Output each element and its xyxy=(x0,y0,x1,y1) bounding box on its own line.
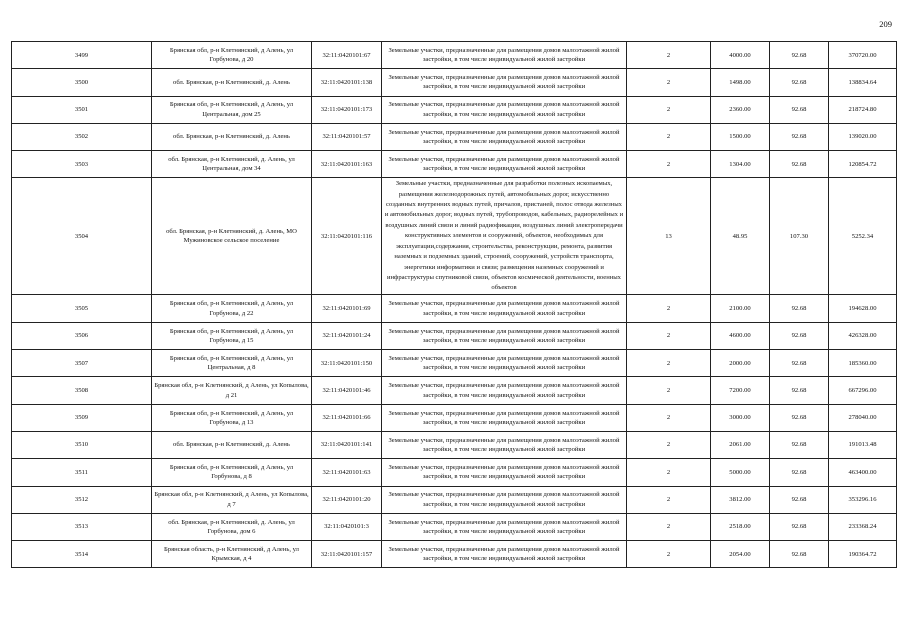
cell-use-group-code: 2 xyxy=(627,96,711,123)
cell-address: Брянская обл, р-н Клетнянский, д Алень, ул Горбунова, д 15 xyxy=(152,322,312,349)
cell-record-number: 3513 xyxy=(12,513,152,540)
cell-use-group-code: 2 xyxy=(627,486,711,513)
cell-use-group-code: 2 xyxy=(627,431,711,458)
cell-address: обл. Брянская, р-н Клетнянский, д. Алень xyxy=(152,69,312,96)
cell-address: Брянская обл, р-н Клетнянский, д Алень, ул Копылова, д 21 xyxy=(152,377,312,404)
table-row xyxy=(12,350,897,377)
cell-land-use: Земельные участки, предназначенные для размещения домов малоэтажной жилой застройки, в том числе индивидуальной жилой застройки xyxy=(382,377,627,404)
cell-record-number: 3503 xyxy=(12,151,152,178)
cell-cadastral-value: 191013.48 xyxy=(829,431,897,458)
cell-cadastral-value: 218724.80 xyxy=(829,96,897,123)
cell-use-group-code: 13 xyxy=(627,178,711,295)
table-row xyxy=(12,322,897,349)
cell-land-use: Земельные участки, предназначенные для разработки полезных ископаемых, размещения железнодорожных путей, автомобильных дорог, искусственно созданных внутренних водных путей, причалов, пристаней, полос отвода железных и автомобильных дорог, водных путей, трубопроводов, кабельных, радиорелейных и воздушных линий связи и линий радиофикации, воздушных линий электропередачи конструктивных элементов и сооружений, объектов, необходимых для эксплуатации,содержания, строительства, реконструкции, ремонта, развития наземных и подземных зданий, строений, сооружений, устройств транспорта, энергетики информатики и связи; размещения наземных сооружений и инфраструктуры спутниковой связи, объектов космической деятельности, военных объектов xyxy=(382,178,627,295)
cell-specific-value: 92.68 xyxy=(770,295,829,322)
cell-address: Брянская обл, р-н Клетнянский, д Алень, ул Горбунова, д 22 xyxy=(152,295,312,322)
cell-cadastral-value: 426328.00 xyxy=(829,322,897,349)
cell-land-use: Земельные участки, предназначенные для размещения домов малоэтажной жилой застройки, в том числе индивидуальной жилой застройки xyxy=(382,151,627,178)
cell-address: обл. Брянская, р-н Клетнянский, д. Алень xyxy=(152,431,312,458)
cell-cadastral-number: 32:11:0420101:163 xyxy=(312,151,382,178)
table-body xyxy=(12,42,897,568)
cell-cadastral-value: 370720.00 xyxy=(829,42,897,69)
cell-cadastral-number: 32:11:0420101:46 xyxy=(312,377,382,404)
cell-record-number: 3506 xyxy=(12,322,152,349)
cell-specific-value: 92.68 xyxy=(770,459,829,486)
cell-use-group-code: 2 xyxy=(627,513,711,540)
cell-address: Брянская обл, р-н Клетнянский, д Алень, ул Горбунова, д 13 xyxy=(152,404,312,431)
cell-cadastral-number: 32:11:0420101:141 xyxy=(312,431,382,458)
cell-record-number: 3499 xyxy=(12,42,152,69)
table-row xyxy=(12,459,897,486)
cell-record-number: 3512 xyxy=(12,486,152,513)
cell-specific-value: 92.68 xyxy=(770,486,829,513)
cell-area: 7200.00 xyxy=(711,377,770,404)
cell-address: обл. Брянская, р-н Клетнянский, д. Алень, ул Центральная, дом 34 xyxy=(152,151,312,178)
cell-specific-value: 92.68 xyxy=(770,431,829,458)
cell-land-use: Земельные участки, предназначенные для размещения домов малоэтажной жилой застройки, в том числе индивидуальной жилой застройки xyxy=(382,123,627,150)
cell-cadastral-value: 190364.72 xyxy=(829,541,897,568)
cell-address: Брянская обл, р-н Клетнянский, д Алень, ул Центральная, дом 25 xyxy=(152,96,312,123)
cell-cadastral-number: 32:11:0420101:150 xyxy=(312,350,382,377)
cell-use-group-code: 2 xyxy=(627,459,711,486)
cell-use-group-code: 2 xyxy=(627,151,711,178)
cell-cadastral-number: 32:11:0420101:3 xyxy=(312,513,382,540)
cell-cadastral-number: 32:11:0420101:157 xyxy=(312,541,382,568)
table-row xyxy=(12,123,897,150)
cell-area: 1304.00 xyxy=(711,151,770,178)
table-row xyxy=(12,377,897,404)
cell-land-use: Земельные участки, предназначенные для размещения домов малоэтажной жилой застройки, в том числе индивидуальной жилой застройки xyxy=(382,486,627,513)
table-row xyxy=(12,513,897,540)
cell-area: 3000.00 xyxy=(711,404,770,431)
cell-address: обл. Брянская, р-н Клетнянский, д. Алень xyxy=(152,123,312,150)
cell-address: Брянская обл, р-н Клетнянский, д Алень, ул Копылова, д 7 xyxy=(152,486,312,513)
cell-use-group-code: 2 xyxy=(627,295,711,322)
cell-specific-value: 92.68 xyxy=(770,69,829,96)
cell-record-number: 3501 xyxy=(12,96,152,123)
cell-land-use: Земельные участки, предназначенные для размещения домов малоэтажной жилой застройки, в том числе индивидуальной жилой застройки xyxy=(382,295,627,322)
cell-record-number: 3505 xyxy=(12,295,152,322)
cell-record-number: 3504 xyxy=(12,178,152,295)
cell-land-use: Земельные участки, предназначенные для размещения домов малоэтажной жилой застройки, в том числе индивидуальной жилой застройки xyxy=(382,459,627,486)
cadastral-registry-table xyxy=(11,41,897,568)
table-row xyxy=(12,151,897,178)
cell-area: 2000.00 xyxy=(711,350,770,377)
cell-cadastral-value: 139020.00 xyxy=(829,123,897,150)
cell-cadastral-number: 32:11:0420101:63 xyxy=(312,459,382,486)
cell-cadastral-number: 32:11:0420101:24 xyxy=(312,322,382,349)
cell-specific-value: 92.68 xyxy=(770,42,829,69)
cell-area: 2100.00 xyxy=(711,295,770,322)
cell-land-use: Земельные участки, предназначенные для размещения домов малоэтажной жилой застройки, в том числе индивидуальной жилой застройки xyxy=(382,350,627,377)
cell-record-number: 3502 xyxy=(12,123,152,150)
cell-area: 3812.00 xyxy=(711,486,770,513)
cell-use-group-code: 2 xyxy=(627,123,711,150)
cell-use-group-code: 2 xyxy=(627,322,711,349)
table-row xyxy=(12,431,897,458)
cell-cadastral-number: 32:11:0420101:67 xyxy=(312,42,382,69)
cell-record-number: 3514 xyxy=(12,541,152,568)
cell-area: 2518.00 xyxy=(711,513,770,540)
cell-cadastral-number: 32:11:0420101:116 xyxy=(312,178,382,295)
cell-land-use: Земельные участки, предназначенные для размещения домов малоэтажной жилой застройки, в том числе индивидуальной жилой застройки xyxy=(382,69,627,96)
table-row xyxy=(12,404,897,431)
cell-cadastral-number: 32:11:0420101:20 xyxy=(312,486,382,513)
cell-land-use: Земельные участки, предназначенные для размещения домов малоэтажной жилой застройки, в том числе индивидуальной жилой застройки xyxy=(382,431,627,458)
cell-cadastral-number: 32:11:0420101:57 xyxy=(312,123,382,150)
cell-land-use: Земельные участки, предназначенные для размещения домов малоэтажной жилой застройки, в том числе индивидуальной жилой застройки xyxy=(382,541,627,568)
cell-use-group-code: 2 xyxy=(627,69,711,96)
cell-area: 2054.00 xyxy=(711,541,770,568)
cell-cadastral-value: 233368.24 xyxy=(829,513,897,540)
table-row xyxy=(12,486,897,513)
cell-cadastral-value: 138834.64 xyxy=(829,69,897,96)
cell-land-use: Земельные участки, предназначенные для размещения домов малоэтажной жилой застройки, в том числе индивидуальной жилой застройки xyxy=(382,322,627,349)
cell-area: 4000.00 xyxy=(711,42,770,69)
cell-address: Брянская обл, р-н Клетнянский, д Алень, ул Центральная, д 8 xyxy=(152,350,312,377)
cell-area: 4600.00 xyxy=(711,322,770,349)
cell-specific-value: 92.68 xyxy=(770,123,829,150)
cell-cadastral-number: 32:11:0420101:138 xyxy=(312,69,382,96)
table-row xyxy=(12,541,897,568)
cell-cadastral-value: 278040.00 xyxy=(829,404,897,431)
cell-record-number: 3500 xyxy=(12,69,152,96)
cell-address: Брянская область, р-н Клетнянский, д Алень, ул Крымская, д 4 xyxy=(152,541,312,568)
cell-cadastral-number: 32:11:0420101:173 xyxy=(312,96,382,123)
cell-cadastral-number: 32:11:0420101:69 xyxy=(312,295,382,322)
cell-record-number: 3510 xyxy=(12,431,152,458)
cell-address: Брянская обл, р-н Клетнянский, д Алень, ул Горбунова, д 8 xyxy=(152,459,312,486)
cell-area: 48.95 xyxy=(711,178,770,295)
cell-specific-value: 92.68 xyxy=(770,151,829,178)
cell-record-number: 3508 xyxy=(12,377,152,404)
table-row xyxy=(12,42,897,69)
cell-cadastral-value: 353296.16 xyxy=(829,486,897,513)
cell-use-group-code: 2 xyxy=(627,377,711,404)
cell-area: 1500.00 xyxy=(711,123,770,150)
cell-address: обл. Брянская, р-н Клетнянский, д. Алень, МО Мужиновское сельское поселение xyxy=(152,178,312,295)
cell-cadastral-value: 185360.00 xyxy=(829,350,897,377)
cell-land-use: Земельные участки, предназначенные для размещения домов малоэтажной жилой застройки, в том числе индивидуальной жилой застройки xyxy=(382,513,627,540)
cell-cadastral-value: 463400.00 xyxy=(829,459,897,486)
cell-cadastral-value: 667296.00 xyxy=(829,377,897,404)
cell-area: 1498.00 xyxy=(711,69,770,96)
page-number: 209 xyxy=(879,19,892,29)
cell-specific-value: 92.68 xyxy=(770,404,829,431)
cell-cadastral-number: 32:11:0420101:66 xyxy=(312,404,382,431)
cell-specific-value: 92.68 xyxy=(770,96,829,123)
cell-cadastral-value: 120854.72 xyxy=(829,151,897,178)
cell-address: обл. Брянская, р-н Клетнянский, д. Алень, ул Горбунова, дом 6 xyxy=(152,513,312,540)
cell-cadastral-value: 5252.34 xyxy=(829,178,897,295)
cell-use-group-code: 2 xyxy=(627,42,711,69)
cell-record-number: 3509 xyxy=(12,404,152,431)
table-row xyxy=(12,178,897,295)
cell-specific-value: 92.68 xyxy=(770,541,829,568)
cell-cadastral-value: 194628.00 xyxy=(829,295,897,322)
cell-specific-value: 92.68 xyxy=(770,350,829,377)
cell-specific-value: 92.68 xyxy=(770,322,829,349)
cell-record-number: 3507 xyxy=(12,350,152,377)
cell-use-group-code: 2 xyxy=(627,541,711,568)
cell-area: 2061.00 xyxy=(711,431,770,458)
cell-use-group-code: 2 xyxy=(627,350,711,377)
cell-specific-value: 92.68 xyxy=(770,377,829,404)
cell-land-use: Земельные участки, предназначенные для размещения домов малоэтажной жилой застройки, в том числе индивидуальной жилой застройки xyxy=(382,42,627,69)
table-row xyxy=(12,69,897,96)
cell-address: Брянская обл, р-н Клетнянский, д Алень, ул Горбунова, д 20 xyxy=(152,42,312,69)
cell-record-number: 3511 xyxy=(12,459,152,486)
cell-land-use: Земельные участки, предназначенные для размещения домов малоэтажной жилой застройки, в том числе индивидуальной жилой застройки xyxy=(382,96,627,123)
cell-area: 2360.00 xyxy=(711,96,770,123)
cell-land-use: Земельные участки, предназначенные для размещения домов малоэтажной жилой застройки, в том числе индивидуальной жилой застройки xyxy=(382,404,627,431)
cell-area: 5000.00 xyxy=(711,459,770,486)
cell-specific-value: 107.30 xyxy=(770,178,829,295)
cell-use-group-code: 2 xyxy=(627,404,711,431)
table-row xyxy=(12,295,897,322)
cell-specific-value: 92.68 xyxy=(770,513,829,540)
table-row xyxy=(12,96,897,123)
